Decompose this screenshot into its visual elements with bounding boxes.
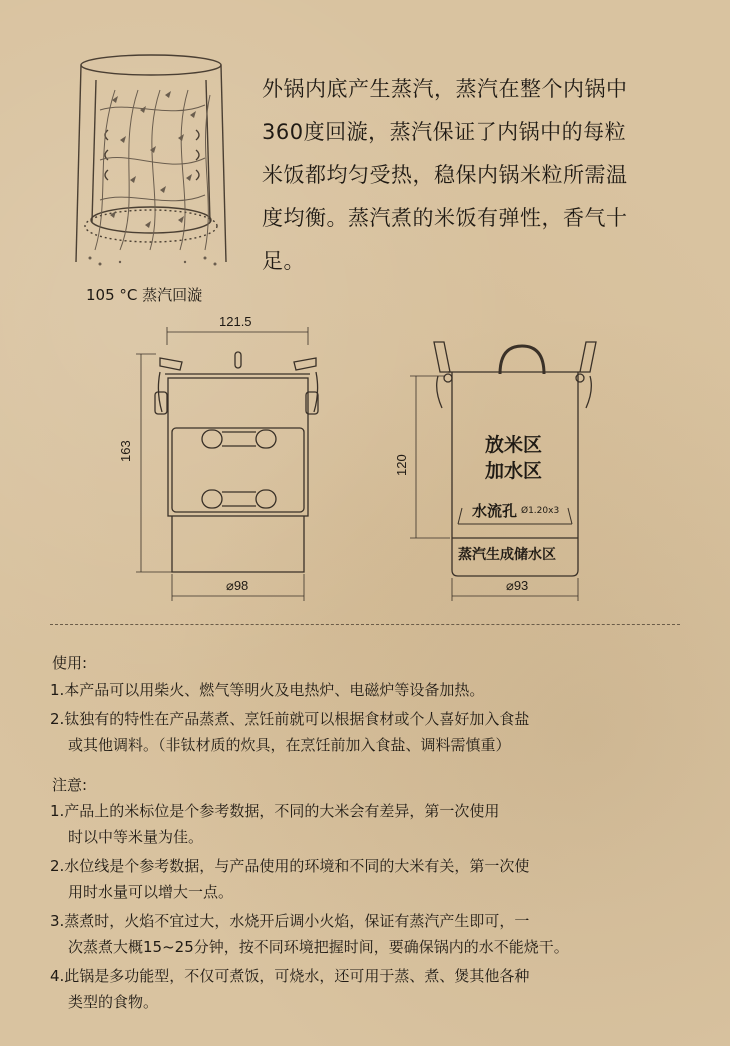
steam-caption: 105 °C 蒸汽回漩 (86, 286, 203, 304)
notes-item-4-line-1: 4.此锅是多功能型，不仅可煮饭，可烧水，还可用于蒸、煮、煲其他各种 (50, 967, 530, 985)
left-height-label: 163 (118, 440, 133, 462)
notes-item-3-line-1: 3.蒸煮时，火焰不宜过大，水烧开后调小火焰，保证有蒸汽产生即可，一 (50, 912, 530, 930)
right-base-label: ⌀93 (506, 578, 529, 593)
notes-item-1-line-2: 时以中等米量为佳。 (68, 828, 204, 846)
water-hole-label: 水流孔 (472, 502, 518, 520)
notes-item-3-line-2: 次蒸煮大概15~25分钟，按不同环境把握时间，要确保锅内的水不能烧干。 (68, 938, 569, 956)
left-base-label: ⌀98 (226, 578, 249, 593)
notes-item-1-line-1: 1.产品上的米标位是个参考数据，不同的大米会有差异，第一次使用 (50, 802, 500, 820)
dashed-divider (50, 624, 680, 625)
left-pot-drawing (136, 327, 318, 601)
usage-item-2-line-1: 2.钛独有的特性在产品蒸煮、烹饪前就可以根据食材或个人喜好加入食盐 (50, 710, 530, 728)
usage-item-2-line-2: 或其他调料。（非钛材质的炊具，在烹饪前加入食盐、调料需慎重） (68, 736, 511, 754)
notes-item-4-line-2: 类型的食物。 (68, 993, 159, 1011)
notes-item-2-line-1: 2.水位线是个参考数据，与产品使用的环境和不同的大米有关，第一次使 (50, 857, 530, 875)
steam-zone-label: 蒸汽生成储水区 (458, 547, 556, 563)
water-hole-spec: Ø1.20x3 (521, 506, 560, 516)
usage-heading: 使用: (52, 654, 88, 672)
intro-paragraph: 外锅内底产生蒸汽，蒸汽在整个内锅中 360度回漩，蒸汽保证了内锅中的每粒 米饭都均匀受热，稳保内锅米粒所需温 度均衡。蒸汽煮的米饭有弹性，香气十 足。 (262, 77, 628, 273)
zone-water-label: 加水区 (485, 460, 543, 482)
notes-item-2-line-2: 用时水量可以增大一点。 (68, 883, 234, 901)
zone-rice-label: 放米区 (485, 434, 543, 456)
usage-item-1: 1.本产品可以用柴火、燃气等明火及电热炉、电磁炉等设备加热。 (50, 681, 485, 699)
right-height-label: 120 (394, 454, 409, 476)
left-width-label: 121.5 (219, 314, 252, 329)
notes-heading: 注意: (52, 776, 88, 794)
